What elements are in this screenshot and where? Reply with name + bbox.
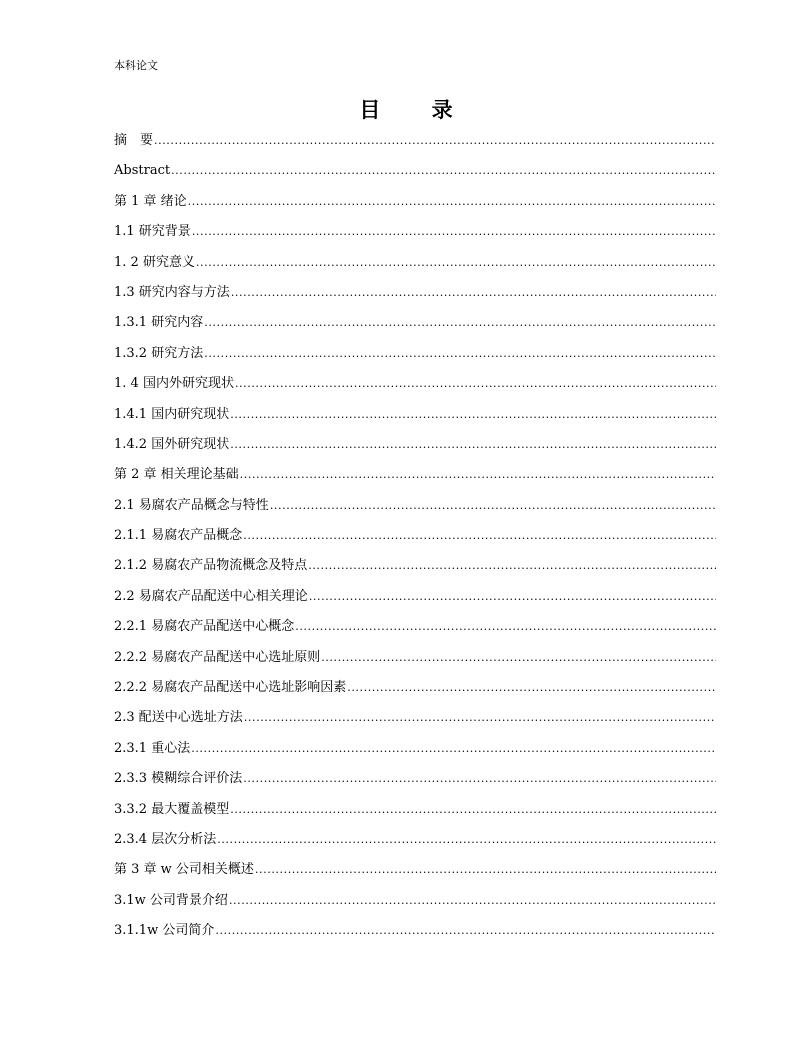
- dot-leader: [229, 886, 716, 916]
- dot-leader: [230, 430, 716, 460]
- toc-entry-label: 2.3.3 模糊综合评价法: [114, 771, 243, 787]
- dot-leader: [217, 825, 716, 855]
- dot-leader: [243, 764, 716, 794]
- page-header: 本科论文: [114, 59, 158, 72]
- toc-entry[interactable]: [114, 916, 716, 946]
- toc-entry-label: 2.3 配送中心选址方法: [114, 710, 243, 726]
- dot-leader: [235, 369, 716, 399]
- toc-entry-label: 2.3.1 重心法: [114, 740, 191, 756]
- toc-entry[interactable]: [114, 582, 716, 612]
- toc-entry-label: 第 2 章 相关理论基础: [114, 467, 239, 483]
- toc-entry-label: 1. 4 国内外研究现状: [114, 376, 234, 392]
- dot-leader: [204, 339, 716, 369]
- toc-entry-label: Abstract: [114, 163, 171, 179]
- toc-entry[interactable]: [114, 369, 716, 399]
- toc-entry-label: 摘 要: [114, 133, 154, 148]
- toc-entry-label: 2.2 易腐农产品配送中心相关理论: [114, 588, 308, 604]
- toc-entry[interactable]: [114, 126, 716, 156]
- dot-leader: [192, 217, 716, 247]
- dot-leader: [231, 278, 716, 308]
- dot-leader: [204, 308, 716, 338]
- toc-entry[interactable]: [114, 703, 716, 733]
- toc-entry[interactable]: [114, 187, 716, 217]
- toc-entry[interactable]: [114, 339, 716, 369]
- dot-leader: [255, 855, 716, 885]
- toc-entry-label: 第 1 章 绪论: [114, 193, 187, 209]
- toc-entry-label: 1.3.2 研究方法: [114, 345, 204, 361]
- toc-entry[interactable]: [114, 308, 716, 338]
- dot-leader: [230, 400, 716, 430]
- toc-entry[interactable]: [114, 612, 716, 642]
- toc-entry-label: 2.1 易腐农产品概念与特性: [114, 497, 269, 513]
- toc-entry[interactable]: [114, 491, 716, 521]
- toc-entry[interactable]: [114, 764, 716, 794]
- dot-leader: [347, 673, 716, 703]
- toc-entry-label: 2.2.1 易腐农产品配送中心概念: [114, 619, 295, 635]
- toc-entry[interactable]: [114, 886, 716, 916]
- toc-entry[interactable]: [114, 673, 716, 703]
- dot-leader: [309, 582, 716, 612]
- toc-entry-label: 2.1.2 易腐农产品物流概念及特点: [114, 558, 308, 574]
- toc-entry[interactable]: [114, 795, 716, 825]
- dot-leader: [244, 703, 716, 733]
- toc-entry[interactable]: [114, 643, 716, 673]
- toc-entry[interactable]: [114, 156, 716, 186]
- dot-leader: [191, 734, 716, 764]
- table-of-contents: [114, 126, 716, 947]
- toc-entry-label: 1. 2 研究意义: [114, 254, 195, 270]
- toc-entry[interactable]: [114, 217, 716, 247]
- toc-entry-label: 2.2.2 易腐农产品配送中心选址原则: [114, 649, 321, 665]
- dot-leader: [240, 460, 716, 490]
- page-title: 目 录: [359, 98, 475, 122]
- toc-entry[interactable]: [114, 248, 716, 278]
- toc-entry[interactable]: [114, 825, 716, 855]
- toc-entry-label: 2.3.4 层次分析法: [114, 831, 217, 847]
- dot-leader: [270, 491, 716, 521]
- toc-entry-label: 第 3 章 w 公司相关概述: [114, 862, 254, 878]
- toc-entry[interactable]: [114, 734, 716, 764]
- toc-entry-label: 2.2.2 易腐农产品配送中心选址影响因素: [114, 680, 347, 696]
- dot-leader: [243, 521, 716, 551]
- dot-leader: [188, 187, 716, 217]
- toc-entry-label: 2.1.1 易腐农产品概念: [114, 528, 243, 544]
- toc-entry[interactable]: [114, 551, 716, 581]
- toc-entry[interactable]: [114, 400, 716, 430]
- dot-leader: [154, 126, 716, 156]
- toc-entry[interactable]: [114, 460, 716, 490]
- dot-leader: [230, 795, 716, 825]
- dot-leader: [215, 916, 716, 946]
- dot-leader: [171, 156, 716, 186]
- toc-entry-label: 1.3.1 研究内容: [114, 315, 204, 331]
- toc-entry[interactable]: [114, 521, 716, 551]
- toc-entry-label: 1.3 研究内容与方法: [114, 284, 230, 300]
- dot-leader: [196, 248, 716, 278]
- dot-leader: [321, 643, 716, 673]
- toc-entry-label: 3.1.1w 公司简介: [114, 923, 215, 939]
- toc-entry[interactable]: [114, 430, 716, 460]
- toc-entry-label: 1.4.1 国内研究现状: [114, 406, 230, 422]
- toc-entry-label: 3.1w 公司背景介绍: [114, 892, 228, 908]
- dot-leader: [308, 551, 716, 581]
- dot-leader: [295, 612, 716, 642]
- toc-entry-label: 3.3.2 最大覆盖模型: [114, 801, 230, 817]
- toc-entry[interactable]: [114, 855, 716, 885]
- toc-entry[interactable]: [114, 278, 716, 308]
- toc-entry-label: 1.4.2 国外研究现状: [114, 436, 230, 452]
- toc-entry-label: 1.1 研究背景: [114, 224, 191, 240]
